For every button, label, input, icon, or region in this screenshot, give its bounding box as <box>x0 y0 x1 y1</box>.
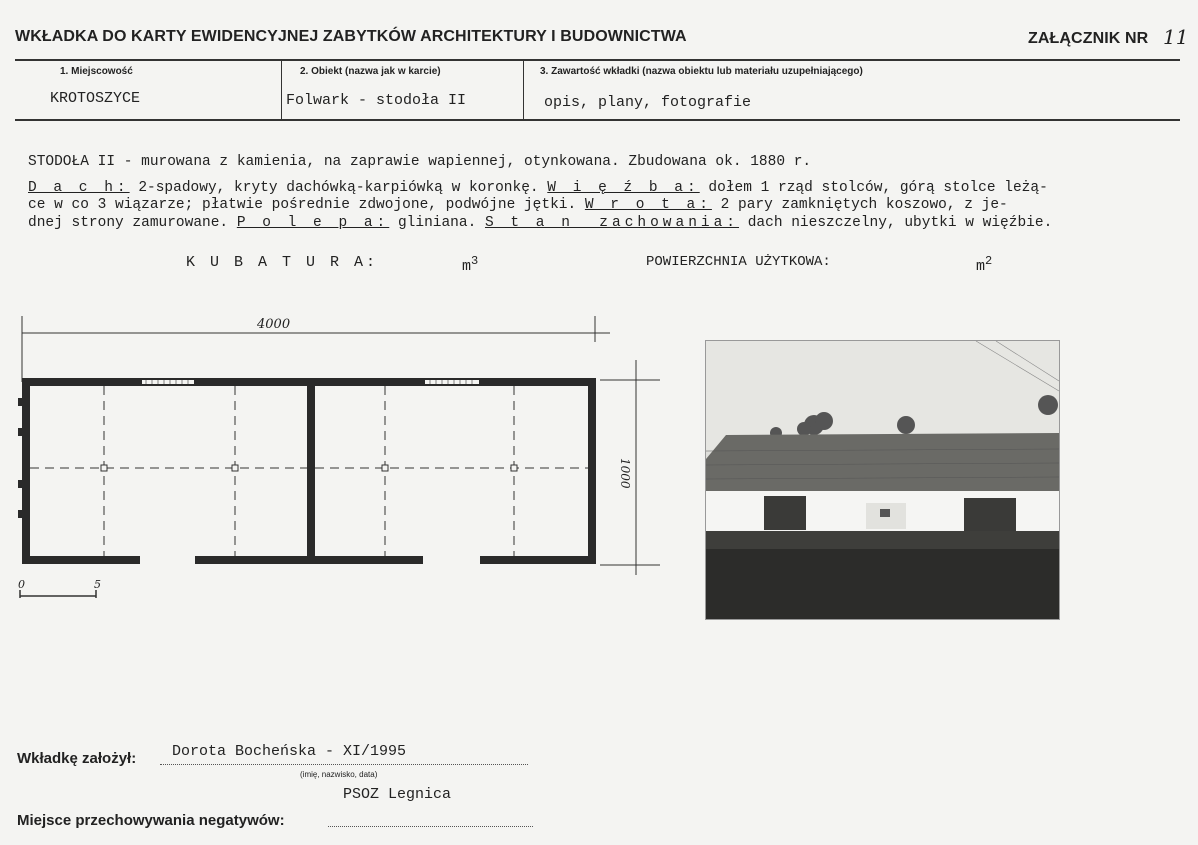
label-polepa: P o l e p a: <box>236 215 390 231</box>
description-line-3 <box>28 197 1008 214</box>
scale-bar <box>20 590 96 598</box>
label-dach: D a c h: <box>28 180 130 196</box>
powierzchnia-exponent: 2 <box>985 254 993 268</box>
powierzchnia-label: POWIERZCHNIA UŻYTKOWA: <box>646 254 831 270</box>
storage-dotted-line <box>328 825 533 827</box>
barn-photograph <box>705 340 1060 620</box>
annex-number: 11 <box>1163 25 1189 49</box>
text-dach: 2-spadowy, kryty dachówką-karpiówką w koronkę. <box>129 180 548 196</box>
object-value: Folwark - stodoła II <box>286 92 467 109</box>
text-stan: dach nieszczelny, ubytki w więźbie. <box>739 215 1053 231</box>
table-top-rule <box>15 59 1180 61</box>
kubatura-unit: $m^3$ <box>462 254 479 275</box>
plan-width-label: 1000 <box>618 458 632 489</box>
author-hint: (imię, nazwisko, data) <box>300 770 378 779</box>
description-line-1: STODOŁA II - murowana z kamienia, na zaprawie wapiennej, otynkowana. Zbudowana ok. 1880 r. <box>28 154 812 170</box>
description-line-4 <box>28 215 1052 232</box>
label-wiezba: W i ę ź b a: <box>547 180 700 196</box>
text-line-3: ce w co 3 wiązarze; płatwie pośrednie zdwojone, podwójne jętki. <box>28 197 585 213</box>
plan-length-label: 4000 <box>257 317 291 332</box>
text-wiezba: dołem 1 rząd stolców, górą stolce leżą- <box>699 180 1048 196</box>
scale-end-label: 5 <box>94 578 101 591</box>
annex-label: ZAŁĄCZNIK NR <box>1028 30 1149 47</box>
column-divider-2 <box>523 60 524 120</box>
author-dotted-line <box>160 763 528 765</box>
column-heading-place: 1. Miejscowość <box>60 66 133 77</box>
text-polepa: gliniana. <box>389 215 485 231</box>
contents-value: opis, plany, fotografie <box>544 94 752 111</box>
kubatura-label: K U B A T U R A: <box>186 254 379 271</box>
column-heading-contents: 3. Zawartość wkładki (nazwa obiektu lub materiału uzupełniającego) <box>540 66 863 77</box>
storage-label: Miejsce przechowywania negatywów: <box>17 812 285 829</box>
label-wrota: W r o t a: <box>584 197 712 213</box>
scale-start-label: 0 <box>18 578 25 591</box>
label-stan: S t a n zachowania: <box>484 215 740 231</box>
table-bottom-rule <box>15 119 1180 121</box>
barn-gate-right <box>964 498 1016 531</box>
column-heading-object: 2. Obiekt (nazwa jak w karcie) <box>300 66 441 77</box>
author-label: Wkładkę założył: <box>17 750 137 767</box>
column-divider-1 <box>281 60 282 120</box>
place-of-storage-value: PSOZ Legnica <box>343 786 452 803</box>
powierzchnia-unit: $m^2$ <box>976 254 993 275</box>
form-title: WKŁADKA DO KARTY EWIDENCYJNEJ ZABYTKÓW ARCHITEKTURY I BUDOWNICTWA <box>15 28 687 45</box>
description-line-2 <box>28 180 1048 197</box>
author-value: Dorota Bocheńska - XI/1995 <box>172 743 407 760</box>
barn-roof <box>706 433 1059 491</box>
kubatura-exponent: 3 <box>471 254 479 268</box>
barn-gate-left <box>764 496 806 530</box>
text-wrota: 2 pary zamkniętych koszowo, z je- <box>711 197 1008 213</box>
text-line-4: dnej strony zamurowane. <box>28 215 237 231</box>
place-value: KROTOSZYCE <box>50 90 141 107</box>
floor-plan <box>0 300 660 600</box>
